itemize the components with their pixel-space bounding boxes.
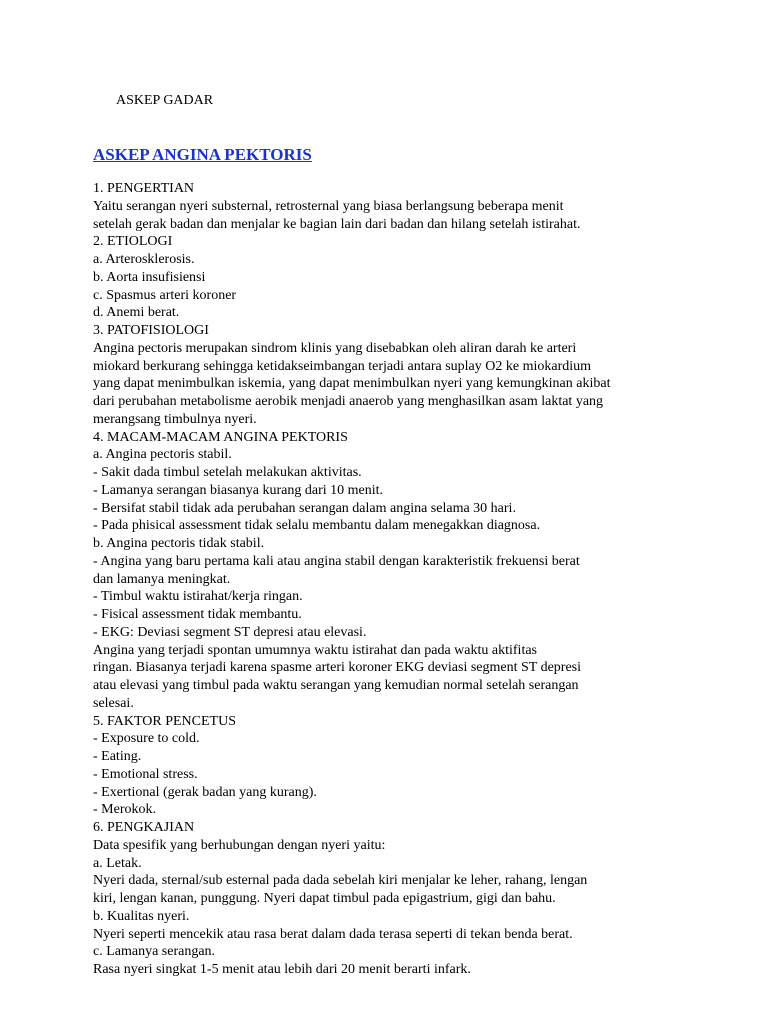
text-line: Rasa nyeri singkat 1-5 menit atau lebih dari 20 menit berarti infark. — [93, 962, 471, 977]
text-line: - EKG: Deviasi segment ST depresi atau elevasi. — [93, 624, 367, 640]
text-line: c. Spasmus arteri koroner — [93, 287, 237, 303]
text-line: a. Angina pectoris stabil. — [93, 447, 232, 463]
text-line: a. Letak. — [93, 855, 142, 871]
text-line: b. Angina pectoris tidak stabil. — [93, 536, 265, 551]
text-line: selesai. — [93, 695, 134, 711]
header-label: ASKEP GADAR — [116, 93, 214, 108]
text-line: b. Aorta insufisiensi — [93, 269, 206, 285]
text-line: - Eating. — [93, 749, 142, 764]
text-line: 5. FAKTOR PENCETUS — [93, 713, 237, 729]
text-line: c. Lamanya serangan. — [93, 944, 216, 960]
document-body — [93, 180, 733, 979]
text-line: - Sakit dada timbul setelah melakukan aktivitas. — [93, 465, 362, 480]
text-line: a. Arterosklerosis. — [93, 252, 195, 267]
text-line: miokard berkurang sehingga ketidakseimbangan terjadi antara suplay O2 ke miokardium — [93, 358, 592, 374]
text-line: Angina yang terjadi spontan umumnya waktu istirahat dan pada waktu aktifitas — [93, 642, 537, 658]
text-line: dan lamanya meningkat. — [93, 571, 231, 587]
text-line: 2. ETIOLOGI — [93, 234, 173, 250]
text-line: 6. PENGKAJIAN — [93, 820, 195, 835]
text-line: - Fisical assessment tidak membantu. — [93, 607, 302, 622]
text-line: Yaitu serangan nyeri substernal, retrosternal yang biasa berlangsung beberapa menit — [93, 198, 564, 214]
text-line: b. Kualitas nyeri. — [93, 908, 190, 924]
text-line: - Emotional stress. — [93, 766, 198, 782]
text-line: - Timbul waktu istirahat/kerja ringan. — [93, 589, 303, 605]
text-line: yang dapat menimbulkan iskemia, yang dapat menimbulkan nyeri yang kemungkinan akibat — [93, 376, 611, 392]
text-line: ringan. Biasanya terjadi karena spasme arteri koroner EKG deviasi segment ST depresi — [93, 660, 582, 676]
text-line: Nyeri dada, sternal/sub esternal pada dada sebelah kiri menjalar ke leher, rahang, lengan — [93, 873, 588, 889]
text-line: 4. MACAM-MACAM ANGINA PEKTORIS — [93, 429, 348, 445]
text-line: - Exertional (gerak badan yang kurang). — [93, 784, 317, 800]
text-line: - Angina yang baru pertama kali atau angina stabil dengan karakteristik frekuensi berat — [93, 553, 580, 569]
text-line: d. Anemi berat. — [93, 305, 180, 321]
text-line: - Merokok. — [93, 802, 156, 818]
text-line: 1. PENGERTIAN — [93, 181, 195, 196]
text-line: Angina pectoris merupakan sindrom klinis yang disebabkan oleh aliran darah ke arteri — [93, 340, 577, 356]
text-line: merangsang timbulnya nyeri. — [93, 411, 257, 427]
text-line: setelah gerak badan dan menjalar ke bagian lain dari badan dan hilang setelah istirahat. — [93, 216, 581, 232]
text-line: 3. PATOFISIOLOGI — [93, 323, 209, 338]
text-line: - Pada phisical assessment tidak selalu membantu dalam menegakkan diagnosa. — [93, 518, 541, 534]
text-line: Data spesifik yang berhubungan dengan nyeri yaitu: — [93, 837, 386, 853]
text-line: dari perubahan metabolisme aerobik menjadi anaerob yang menghasilkan asam laktat yang — [93, 394, 604, 409]
document-title-link[interactable]: ASKEP ANGINA PEKTORIS — [93, 145, 312, 164]
text-line: atau elevasi yang timbul pada waktu serangan yang kemudian normal setelah serangan — [93, 678, 579, 693]
text-line: Nyeri seperti mencekik atau rasa berat dalam dada terasa seperti di tekan benda berat. — [93, 926, 573, 942]
text-line: - Lamanya serangan biasanya kurang dari 10 menit. — [93, 482, 384, 498]
text-line: - Bersifat stabil tidak ada perubahan serangan dalam angina selama 30 hari. — [93, 500, 516, 516]
text-line: kiri, lengan kanan, punggung. Nyeri dapat timbul pada epigastrium, gigi dan bahu. — [93, 891, 556, 906]
text-line: - Exposure to cold. — [93, 731, 200, 747]
